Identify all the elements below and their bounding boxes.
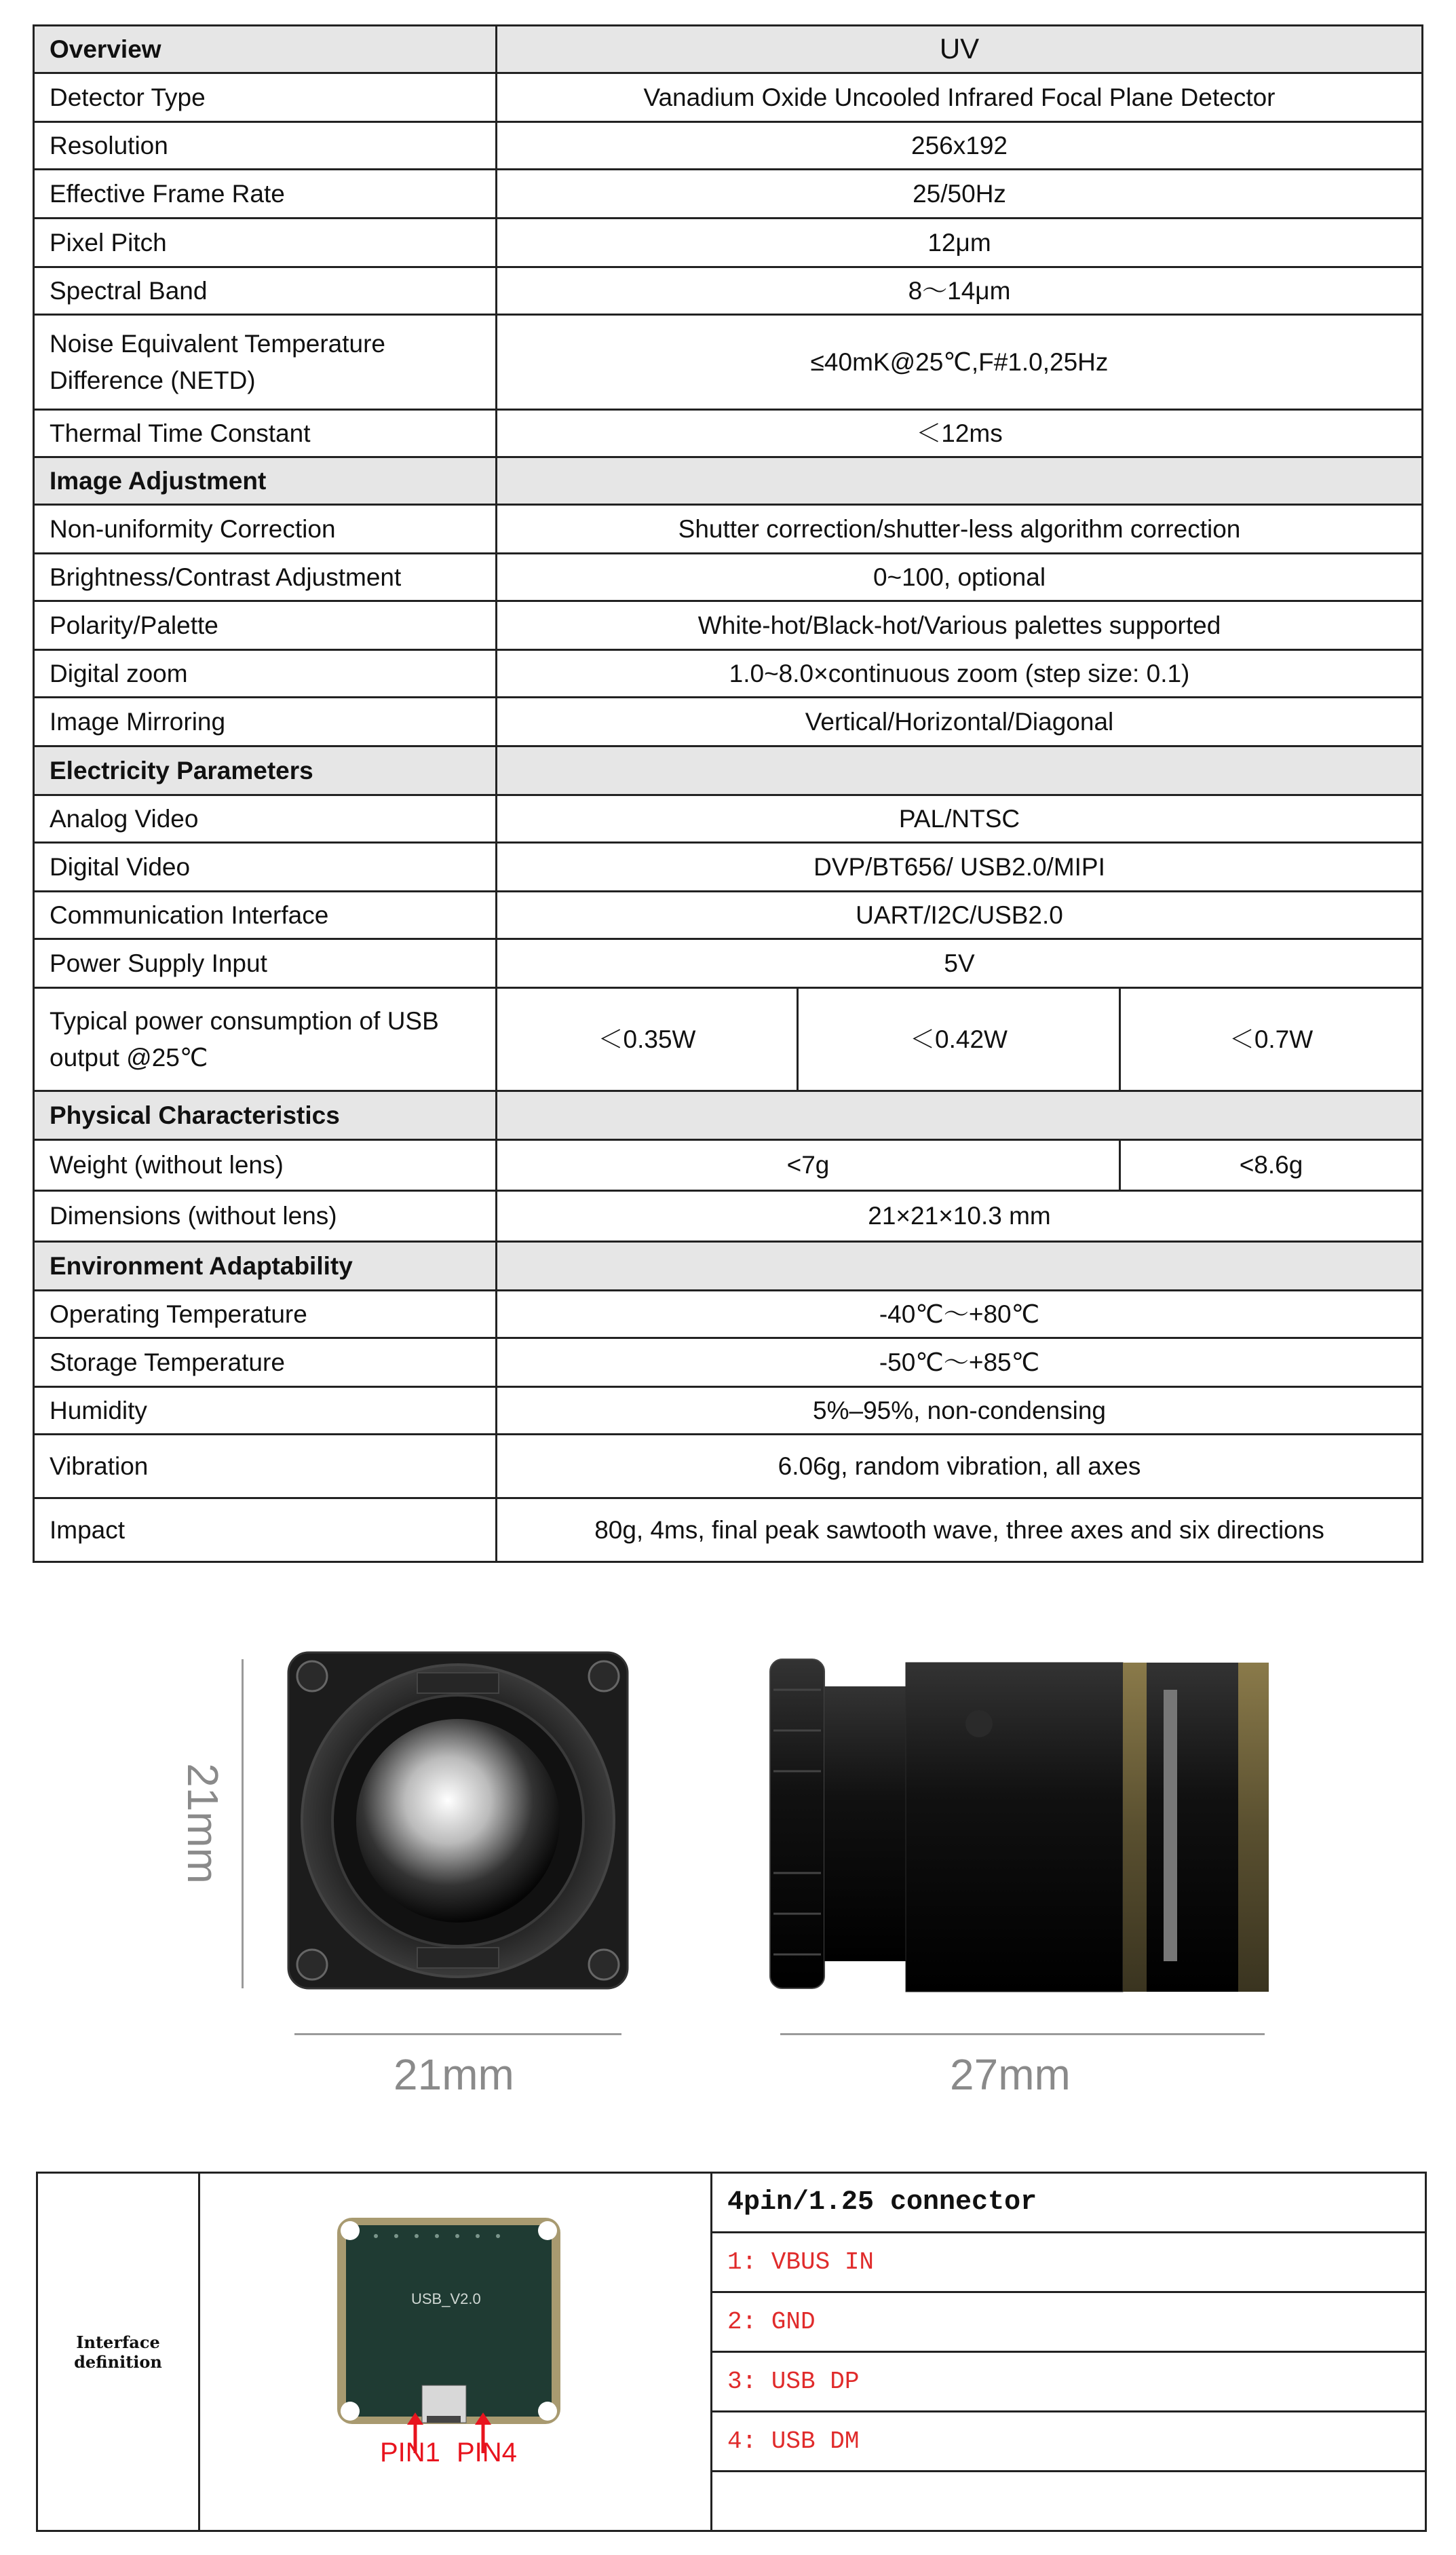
row-value: PAL/NTSC (497, 795, 1423, 843)
table-row (34, 315, 1423, 410)
spec-table (33, 24, 1423, 1563)
front-height-dimension-line (242, 1659, 244, 1988)
row-value: 256x192 (497, 122, 1423, 170)
row-value: <8.6g (1120, 1140, 1423, 1191)
row-label: Humidity (34, 1387, 497, 1435)
interface-table (36, 2172, 1427, 2532)
row-label: Digital Video (34, 843, 497, 892)
section-value (497, 1091, 1423, 1140)
section-title: Overview (34, 26, 497, 73)
pcb-image (335, 2216, 562, 2426)
section-header-row (34, 457, 1423, 505)
row-value: -40℃～+80℃ (497, 1291, 1423, 1338)
section-title: Image Adjustment (34, 457, 497, 505)
table-row (34, 601, 1423, 650)
arrow-up-icon (475, 2412, 491, 2425)
row-value: <7g (497, 1140, 1120, 1191)
section-title: Electricity Parameters (34, 746, 497, 795)
table-row (34, 939, 1423, 988)
row-value: 80g, 4ms, final peak sawtooth wave, three axes and six directions (497, 1498, 1423, 1562)
row-value: -50℃～+85℃ (497, 1338, 1423, 1387)
row-value: 8～14μm (497, 267, 1423, 315)
table-row (34, 267, 1423, 315)
row-value: 1.0~8.0×continuous zoom (step size: 0.1) (497, 650, 1423, 698)
row-label: Digital zoom (34, 650, 497, 698)
table-row (34, 1338, 1423, 1387)
table-row (34, 1498, 1423, 1562)
row-value: White-hot/Black-hot/Various palettes supported (497, 601, 1423, 650)
section-header-row (34, 1242, 1423, 1291)
row-value: Vanadium Oxide Uncooled Infrared Focal Plane Detector (497, 73, 1423, 122)
row-value: 5%–95%, non-condensing (497, 1387, 1423, 1435)
section-title: Environment Adaptability (34, 1242, 497, 1291)
row-value: UART/I2C/USB2.0 (497, 892, 1423, 939)
board-label: USB_V2.0 (411, 2290, 481, 2307)
side-length-label: 27mm (950, 2050, 1071, 2099)
row-value: ＜0.7W (1120, 988, 1423, 1091)
row-label: Typical power consumption of USB output @25℃ (34, 988, 497, 1091)
front-height-label: 21mm (178, 1763, 227, 1884)
row-label: Storage Temperature (34, 1338, 497, 1387)
table-row (34, 1191, 1423, 1242)
row-value: Shutter correction/shutter-less algorithm correction (497, 505, 1423, 554)
table-row (34, 698, 1423, 746)
pin1-label: PIN1 (380, 2438, 440, 2467)
row-label: Image Mirroring (34, 698, 497, 746)
row-label: Vibration (34, 1435, 497, 1498)
table-row (34, 410, 1423, 457)
pin-item: 1: VBUS IN (712, 2233, 1426, 2292)
row-label: Analog Video (34, 795, 497, 843)
row-value: 21×21×10.3 mm (497, 1191, 1423, 1242)
row-label: Pixel Pitch (34, 219, 497, 267)
row-value: 0~100, optional (497, 554, 1423, 601)
front-width-dimension-line (294, 2033, 621, 2035)
table-row (34, 122, 1423, 170)
camera-front-image (282, 1646, 634, 1995)
row-label: Dimensions (without lens) (34, 1191, 497, 1242)
row-label: Communication Interface (34, 892, 497, 939)
pin-item: 3: USB DP (712, 2352, 1426, 2412)
row-value: 6.06g, random vibration, all axes (497, 1435, 1423, 1498)
camera-side-image (767, 1649, 1272, 1999)
pin-item-empty (712, 2472, 1426, 2531)
section-value (497, 746, 1423, 795)
side-length-dimension-line (780, 2033, 1265, 2035)
pin-item: 4: USB DM (712, 2412, 1426, 2472)
table-row (34, 988, 1423, 1091)
pin4-label: PIN4 (457, 2438, 517, 2467)
section-value (497, 1242, 1423, 1291)
table-row (34, 170, 1423, 219)
row-value: ＜0.42W (798, 988, 1120, 1091)
row-label: Power Supply Input (34, 939, 497, 988)
row-value: 5V (497, 939, 1423, 988)
table-row (34, 73, 1423, 122)
table-row (34, 1387, 1423, 1435)
section-header-row (34, 26, 1423, 73)
row-value: ＜0.35W (497, 988, 798, 1091)
front-width-label: 21mm (394, 2050, 514, 2099)
row-label: Thermal Time Constant (34, 410, 497, 457)
table-row (34, 219, 1423, 267)
row-value: 25/50Hz (497, 170, 1423, 219)
table-row (34, 843, 1423, 892)
row-value: ＜12ms (497, 410, 1423, 457)
section-header-row (34, 746, 1423, 795)
row-label: Polarity/Palette (34, 601, 497, 650)
interface-title: Interface definition (37, 2173, 199, 2531)
row-label: Detector Type (34, 73, 497, 122)
row-value: ≤40mK@25℃,F#1.0,25Hz (497, 315, 1423, 410)
row-label: Non-uniformity Correction (34, 505, 497, 554)
row-label: Resolution (34, 122, 497, 170)
section-value: UV (497, 26, 1423, 73)
row-label: Effective Frame Rate (34, 170, 497, 219)
row-label: Brightness/Contrast Adjustment (34, 554, 497, 601)
row-label: Spectral Band (34, 267, 497, 315)
table-row (34, 650, 1423, 698)
section-value (497, 457, 1423, 505)
row-label: Operating Temperature (34, 1291, 497, 1338)
table-row (34, 1435, 1423, 1498)
row-label: Noise Equivalent Temperature Difference (NETD) (34, 315, 497, 410)
row-label: Weight (without lens) (34, 1140, 497, 1191)
row-value: 12μm (497, 219, 1423, 267)
table-row (34, 1291, 1423, 1338)
table-row (34, 795, 1423, 843)
table-row (34, 554, 1423, 601)
section-header-row (34, 1091, 1423, 1140)
connector-title: 4pin/1.25 connector (712, 2173, 1426, 2233)
section-title: Physical Characteristics (34, 1091, 497, 1140)
row-value: DVP/BT656/ USB2.0/MIPI (497, 843, 1423, 892)
row-label: Impact (34, 1498, 497, 1562)
pin-item: 2: GND (712, 2292, 1426, 2352)
table-row (34, 505, 1423, 554)
row-value: Vertical/Horizontal/Diagonal (497, 698, 1423, 746)
arrow-up-icon (407, 2412, 423, 2425)
table-row (34, 892, 1423, 939)
table-row (34, 1140, 1423, 1191)
